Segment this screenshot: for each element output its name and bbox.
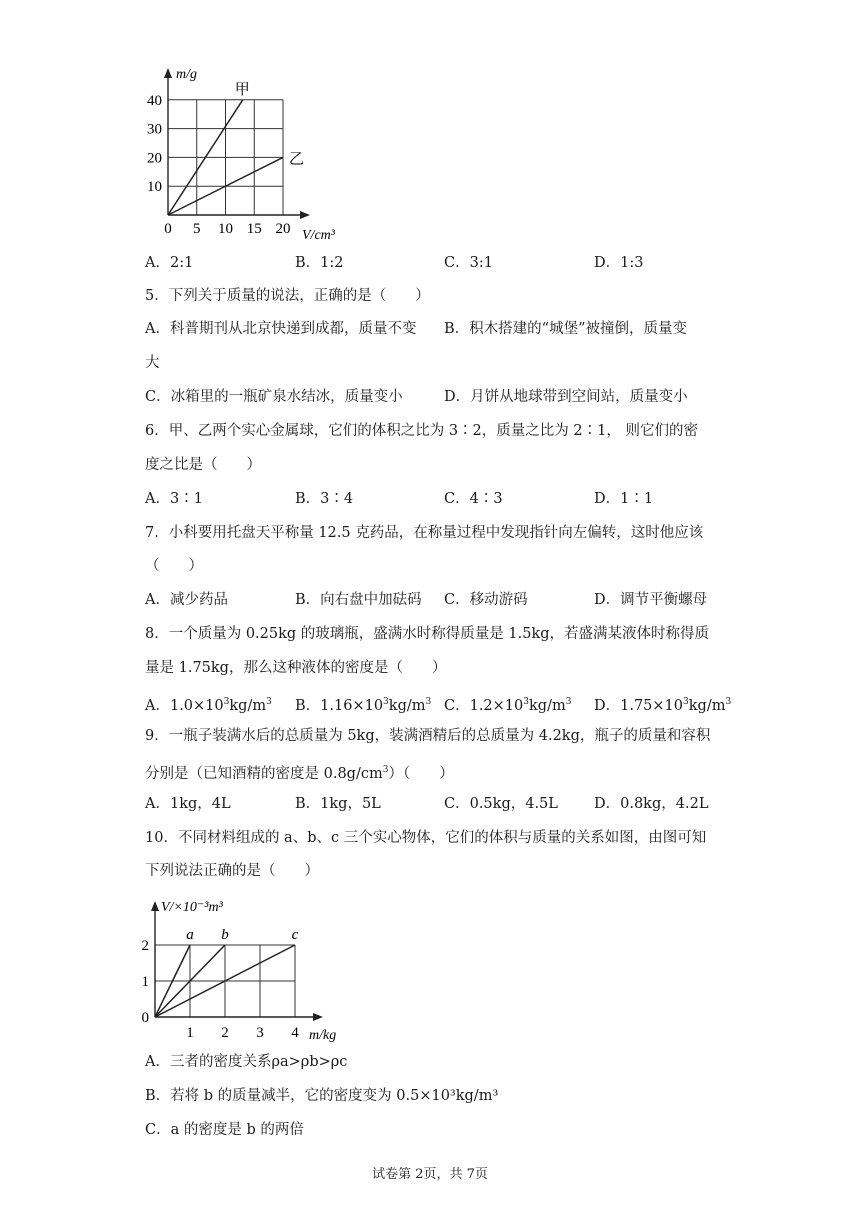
- q10-option-a[interactable]: A．三者的密度关系ρa>ρb>ρc: [145, 1054, 348, 1070]
- q4-option-c[interactable]: C．3:1: [444, 255, 493, 271]
- q7-option-b[interactable]: B．向右盘中加砝码: [295, 592, 422, 608]
- page-footer: 试卷第 2页，共 7页: [372, 1167, 488, 1182]
- volume-mass-chart: [135, 893, 365, 1043]
- q9-option-b[interactable]: B．1kg，5L: [295, 796, 381, 812]
- y-tick-label: 20: [147, 150, 162, 167]
- x-tick-label: 4: [291, 1025, 299, 1041]
- q5-option-a[interactable]: A．科普期刊从北京快递到成都，质量不变: [145, 321, 417, 337]
- q10-stem-cont: 下列说法正确的是（ ）: [145, 863, 319, 879]
- q4-option-d[interactable]: D．1:3: [594, 255, 644, 271]
- q4-option-a[interactable]: A．2:1: [145, 255, 194, 271]
- q6-option-a[interactable]: A．3∶1: [145, 491, 203, 507]
- q5-option-b-cont: 大: [145, 355, 160, 371]
- series-label-yi: 乙: [289, 151, 305, 168]
- y-axis-label: m/g: [176, 67, 197, 82]
- chart-labels: [147, 67, 336, 243]
- x-tick-label: 1: [186, 1025, 194, 1041]
- y-axis-arrow: [151, 901, 159, 911]
- y-tick-label: 2: [141, 938, 149, 954]
- q9-stem-cont: 分别是（已知酒精的密度是 $0.8g/cm^3$）（ ）: [145, 765, 454, 782]
- q8-option-a[interactable]: A．$1.0\times 10^3kg/m^3$: [145, 697, 272, 714]
- x-tick-label: 3: [256, 1025, 264, 1041]
- q8-option-c[interactable]: C．$1.2\times 10^3kg/m^3$: [444, 697, 572, 714]
- q7-stem-cont: （ ）: [145, 558, 203, 574]
- q8-stem-cont: 量是 1.75kg，那么这种液体的密度是（ ）: [145, 660, 447, 676]
- y-tick-label: 40: [147, 92, 162, 109]
- x-axis-arrow: [300, 211, 310, 219]
- x-axis-label: m/kg: [309, 1028, 337, 1043]
- q7-stem: 7．小科要用托盘天平称量 12.5 克药品，在称量过程中发现指针向左偏转，这时他应该: [145, 525, 704, 541]
- y-axis-label: V/×10⁻³m³: [161, 900, 223, 915]
- chart-grid: [168, 100, 283, 215]
- y-tick-label: 1: [141, 974, 149, 990]
- x-tick-label: 5: [193, 221, 201, 237]
- series-label-b: b: [221, 927, 229, 943]
- mass-volume-chart: [130, 60, 360, 245]
- q8-stem: 8．一个质量为 0.25kg 的玻璃瓶，盛满水时称得质量是 1.5kg，若盛满某液体时称得质: [145, 626, 710, 642]
- q7-option-c[interactable]: C．移动游码: [444, 592, 528, 608]
- x-tick-label: 0: [164, 221, 172, 237]
- q9-stem: 9．一瓶子装满水后的总质量为 5kg，装满酒精后的总质量为 4.2kg，瓶子的质量和容积: [145, 728, 711, 744]
- chart-axes: [151, 901, 323, 1021]
- chart-labels: [142, 900, 337, 1043]
- series-label-c: c: [291, 927, 299, 943]
- y-tick-label: 30: [147, 121, 162, 138]
- q9-option-a[interactable]: A．1kg，4L: [145, 796, 231, 812]
- q7-option-a[interactable]: A．减少药品: [145, 592, 228, 608]
- q8-option-b[interactable]: B．$1.16\times 10^3kg/m^3$: [295, 697, 432, 714]
- q9-option-d[interactable]: D．0.8kg，4.2L: [594, 796, 709, 812]
- q6-option-c[interactable]: C．4∶3: [444, 491, 503, 507]
- x-axis-label: V/cm³: [302, 228, 335, 243]
- y-axis-arrow: [164, 68, 172, 78]
- q5-option-c[interactable]: C．冰箱里的一瓶矿泉水结冰，质量变小: [145, 389, 403, 405]
- q10-option-b[interactable]: B．若将 b 的质量减半，它的密度变为 0.5×10³kg/m³: [145, 1088, 499, 1104]
- x-tick-label: 2: [221, 1025, 229, 1041]
- q7-option-d[interactable]: D．调节平衡螺母: [594, 592, 708, 608]
- q6-option-b[interactable]: B．3∶4: [295, 491, 354, 507]
- q6-stem: 6．甲、乙两个实心金属球，它们的体积之比为 3∶2，质量之比为 2∶1， 则它们的密: [145, 423, 698, 439]
- q5-stem: 5．下列关于质量的说法，正确的是（ ）: [145, 288, 430, 304]
- q6-option-d[interactable]: D．1∶1: [594, 491, 654, 507]
- x-tick-label: 10: [218, 221, 233, 237]
- q5-option-b[interactable]: B．积木搭建的“城堡”被撞倒，质量变: [444, 321, 687, 337]
- y-tick-label: 10: [147, 179, 162, 196]
- x-axis-arrow: [313, 1013, 323, 1021]
- series-label-a: a: [186, 927, 194, 943]
- x-tick-label: 20: [275, 221, 291, 237]
- series-label-jia: 甲: [234, 81, 250, 98]
- y-tick-label: 0: [141, 1010, 149, 1026]
- q5-option-d[interactable]: D．月饼从地球带到空间站，质量变小: [444, 389, 688, 405]
- x-tick-label: 15: [246, 221, 262, 237]
- q10-stem: 10．不同材料组成的 a、b、c 三个实心物体，它们的体积与质量的关系如图，由图可知: [145, 830, 707, 846]
- q9-option-c[interactable]: C．0.5kg，4.5L: [444, 796, 558, 812]
- q10-option-c[interactable]: C．a 的密度是 b 的两倍: [145, 1122, 304, 1138]
- q8-option-d[interactable]: D．$1.75\times 10^3kg/m^3$: [594, 697, 732, 714]
- q4-option-b[interactable]: B．1:2: [295, 255, 344, 271]
- q6-stem-cont: 度之比是（ ）: [145, 457, 261, 473]
